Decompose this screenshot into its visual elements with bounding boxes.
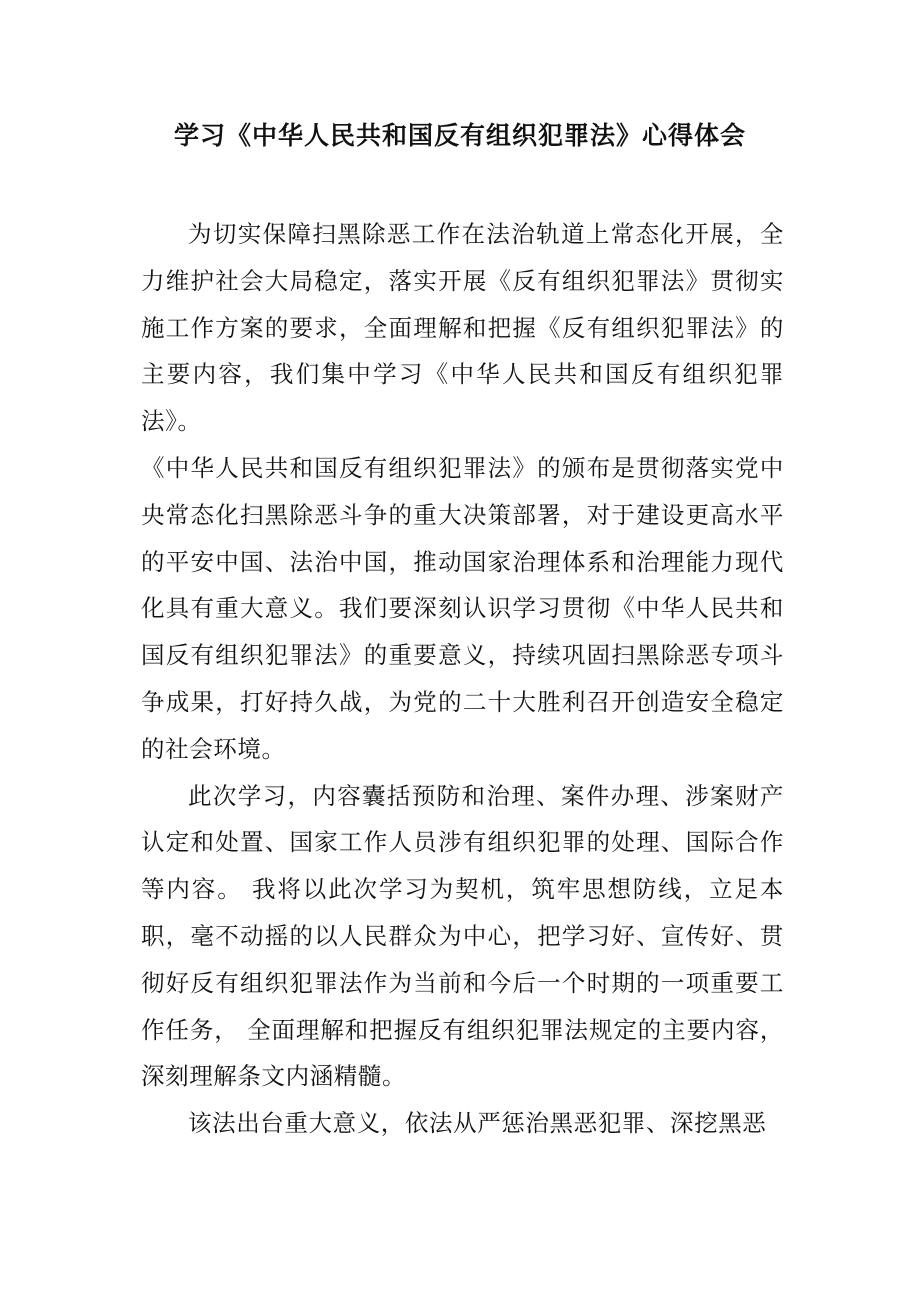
paragraph-1: 为切实保障扫黑除恶工作在法治轨道上常态化开展，全力维护社会大局稳定，落实开展《反有组织犯罪法》贯彻实施工作方案的要求，全面理解和把握《反有组织犯罪法》的主要内容，我们集中学习《中华人民共和国反有组织犯罪法》。 (141, 220, 784, 436)
paragraph-2: 《中华人民共和国反有组织犯罪法》的颁布是贯彻落实党中央常态化扫黑除恶斗争的重大决策部署，对于建设更高水平的平安中国、法治中国，推动国家治理体系和治理能力现代化具有重大意义。我们要深刻认识学习贯彻《中华人民共和国反有组织犯罪法》的重要意义，持续巩固扫黑除恶专项斗争成果，打好持久战，为党的二十大胜利召开创造安全稳定的社会环境。 (141, 453, 784, 763)
document-title: 学习《中华人民共和国反有组织犯罪法》心得体会 (173, 121, 746, 150)
document-body (141, 211, 784, 1147)
paragraph-3: 此次学习，内容囊括预防和治理、案件办理、涉案财产认定和处置、国家工作人员涉有组织犯罪的处理、国际合作等内容。 我将以此次学习为契机，筑牢思想防线，立足本职，毫不动摇的以人民群众为中心，把学习好、宣传好、贯彻好反有组织犯罪法作为当前和今后一个时期的一项重要工作任务， 全面理解和把握反有组织犯罪法规定的主要内容，深刻理解条文内涵精髓。 (141, 781, 784, 1091)
paragraph-4: 该法出台重大意义，依法从严惩治黑恶犯罪、深挖黑恶 (188, 1109, 767, 1138)
